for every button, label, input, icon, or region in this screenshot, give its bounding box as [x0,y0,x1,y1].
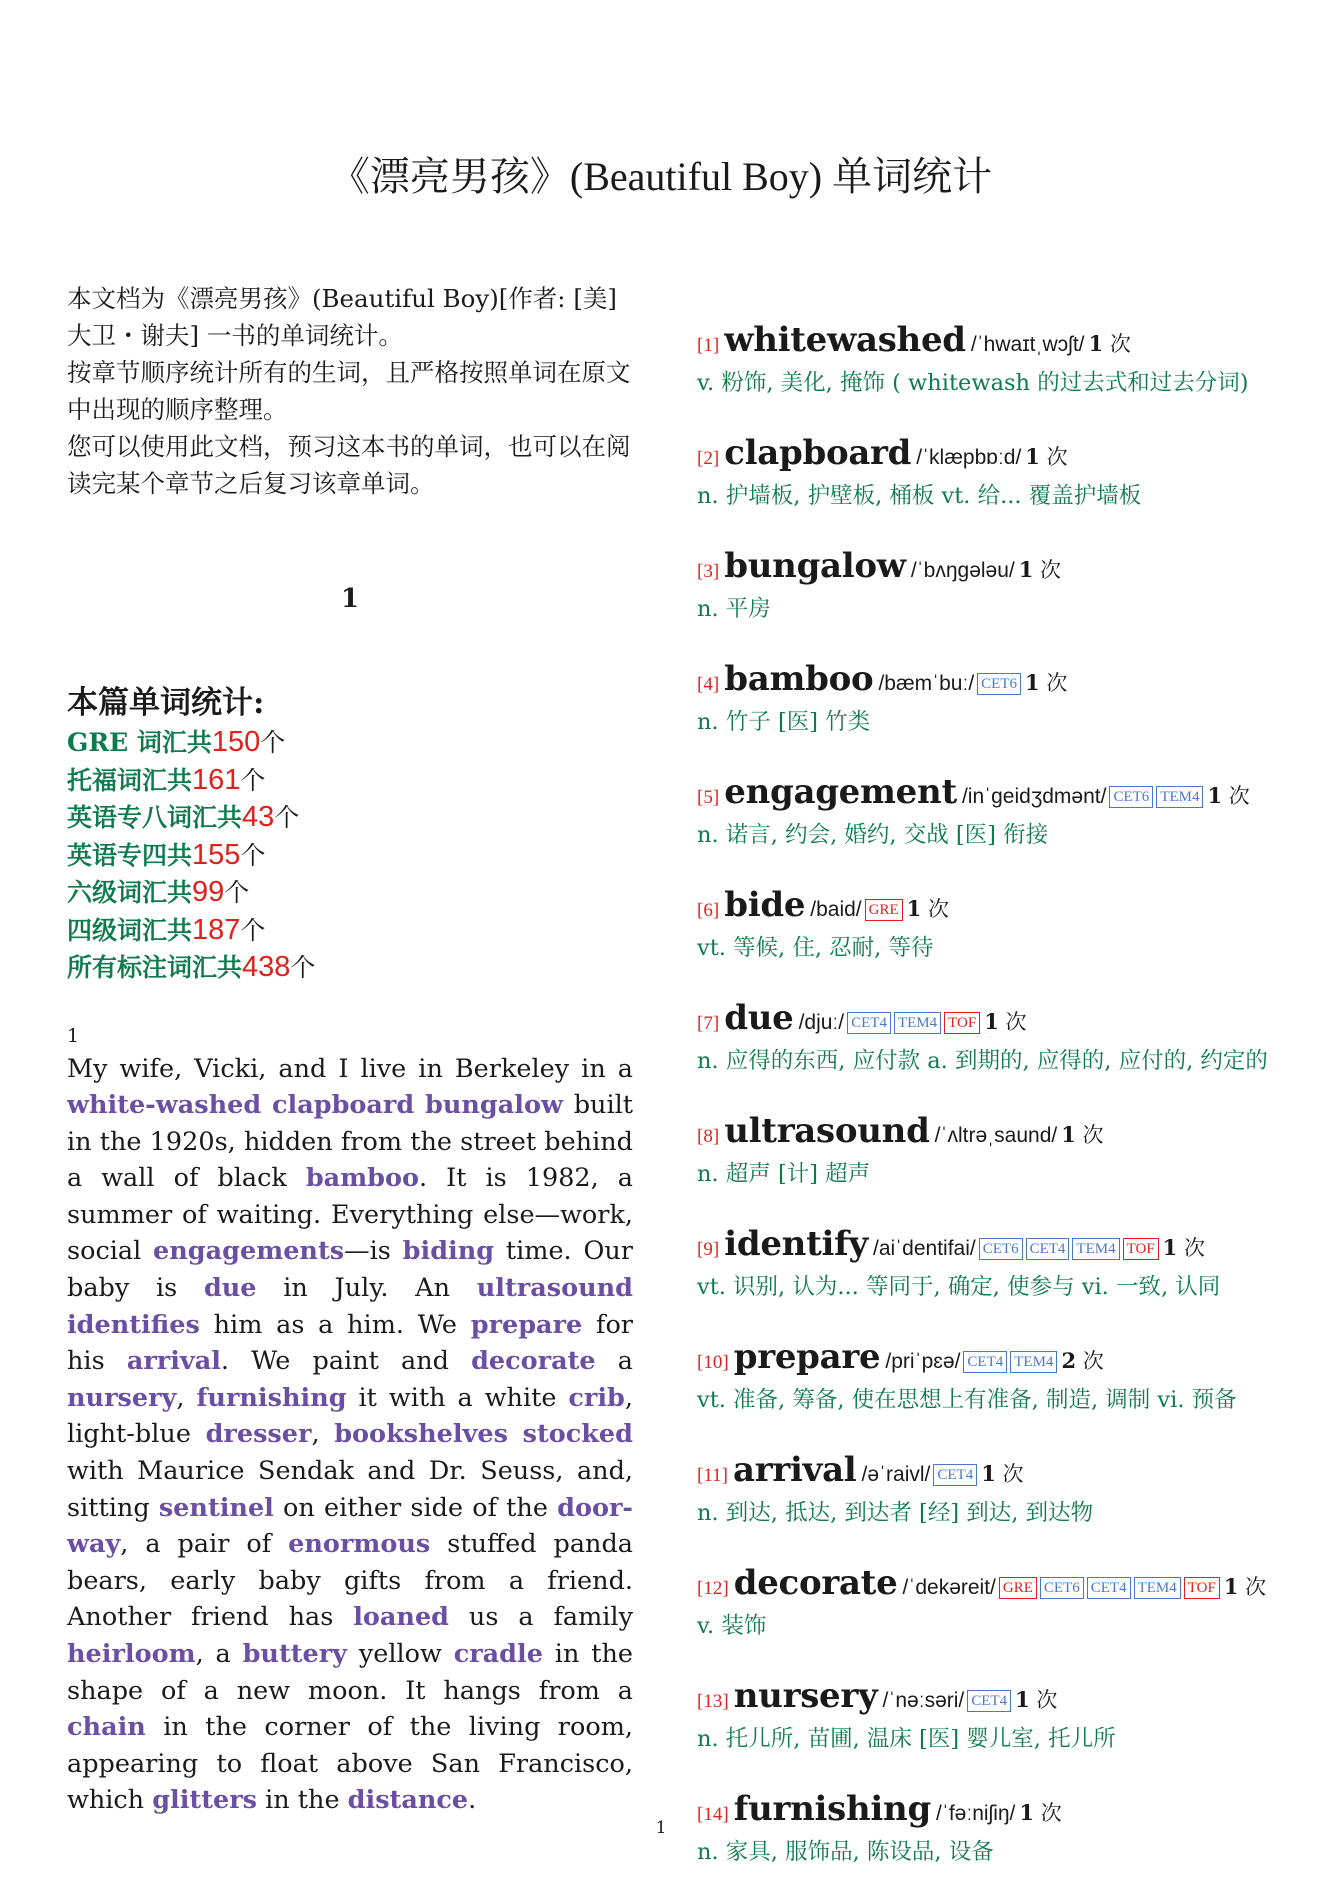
highlighted-word: heirloom [67,1639,196,1669]
stat-row [67,799,633,837]
vocab-index: [7] [697,1013,720,1034]
vocab-definition: n. 到达, 抵达, 到达者 [经] 到达, 到达物 [697,1500,1094,1526]
highlighted-word: furnishing [196,1382,347,1413]
vocab-entry [697,998,1272,1079]
vocab-word: nursery [733,1676,878,1716]
vocab-definition: vt. 准备, 筹备, 使在思想上有准备, 制造, 调制 vi. 预备 [697,1387,1237,1413]
vocab-tag: CET6 [1040,1577,1084,1599]
vocab-count-number: 1 [984,1009,999,1034]
vocab-tag: TOF [1123,1238,1159,1260]
vocab-tag: CET4 [1087,1577,1131,1599]
vocab-count-number: 1 [1207,783,1223,808]
vocab-count-number: 1 [1025,444,1040,469]
vocab-count-number: 1 [1061,1122,1076,1147]
vocab-tag: CET4 [1026,1238,1070,1260]
vocab-tag: CET4 [933,1464,977,1486]
stat-suffix: 个 [224,878,250,907]
vocab-count [981,1462,1023,1486]
vocab-index: [5] [697,787,720,808]
vocab-entry [697,772,1272,853]
vocab-count-unit: 次 [927,897,949,921]
highlighted-word: loaned [353,1602,450,1633]
page-number: 1 [655,1818,667,1838]
stat-suffix: 个 [260,728,286,757]
stat-row [67,912,633,950]
vocab-count-unit: 次 [1040,1801,1062,1825]
vocab-count-unit: 次 [1046,445,1068,469]
vocab-headline [697,1111,1272,1157]
vocab-entry [697,433,1272,514]
highlighted-word: nursery [67,1382,177,1413]
highlighted-word: sentinel [158,1492,274,1523]
stat-count: 43 [242,801,275,833]
vocab-count-unit: 次 [1082,1123,1104,1147]
highlighted-word: buttery [242,1639,347,1669]
vocab-index: [11] [697,1465,728,1486]
vocab-word: bide [724,885,806,925]
stat-suffix: 个 [240,765,266,795]
vocab-count-number: 1 [1162,1235,1178,1260]
vocab-count [907,897,949,921]
vocab-count [984,1010,1026,1034]
vocab-tag: TEM4 [1156,786,1203,808]
vocab-count-unit: 次 [1082,1349,1104,1373]
stat-count: 438 [242,951,291,983]
intro-text [67,280,633,502]
vocab-count-unit: 次 [1036,1688,1058,1712]
vocab-headline [697,320,1272,366]
vocab-word: ultrasound [724,1111,930,1151]
highlighted-word: biding [402,1236,495,1267]
vocab-count-unit: 次 [1002,1462,1024,1486]
stat-count: 155 [192,838,241,871]
vocab-definition: v. 粉饰, 美化, 掩饰 ( whitewash 的过去式和过去分词) [697,370,1249,396]
vocab-index: [13] [697,1691,729,1712]
vocab-word: bungalow [724,546,906,586]
vocab-word: decorate [733,1563,898,1603]
vocab-count-number: 1 [1015,1687,1030,1712]
chapter-heading: 1 [340,584,360,614]
stat-label: 英语专八词汇共 [67,803,243,832]
highlighted-word: bookshelves [334,1419,508,1450]
vocab-headline [697,659,1272,705]
highlighted-word: arrival [126,1346,221,1377]
vocab-count-number: 1 [1088,331,1104,356]
vocab-definition: n. 护墙板, 护壁板, 桶板 vt. 给... 覆盖护墙板 [697,483,1142,509]
vocab-index: [4] [697,674,720,695]
highlighted-word: white-washed [67,1090,262,1121]
vocab-count-number: 1 [1223,1574,1239,1599]
stats-heading: 本篇单词统计: [67,685,265,721]
stat-count: 99 [192,876,225,908]
vocab-definition: n. 竹子 [医] 竹类 [697,709,871,735]
vocab-word: bamboo [724,659,874,699]
vocab-tag: CET6 [977,673,1021,695]
highlighted-word: prepare [470,1309,583,1340]
page-title: 《漂亮男孩》(Beautiful Boy) 单词统计 [329,154,993,199]
highlighted-word: dresser [205,1419,312,1450]
vocab-tag: CET4 [847,1012,891,1034]
stat-label: 四级词汇共 [67,915,193,945]
vocab-phonetic: /ˈbʌŋgələu/ [910,559,1015,582]
vocab-phonetic: /ˈklæpbɒːd/ [916,446,1022,469]
intro-paragraph: 您可以使用此文档，预习这本书的单词，也可以在阅读完某个章节之后复习该章单词。 [67,432,631,498]
vocab-count-unit: 次 [1183,1236,1205,1260]
vocab-count-number: 1 [1025,670,1040,695]
vocab-definition: n. 应得的东西, 应付款 a. 到期的, 应得的, 应付的, 约定的 [697,1048,1268,1074]
vocab-definition: n. 超声 [计] 超声 [697,1161,871,1187]
vocab-headline [697,433,1272,479]
vocab-count-unit: 次 [1040,558,1062,582]
vocab-definition: vt. 等候, 住, 忍耐, 等待 [697,935,934,961]
vocab-tag: CET6 [1109,786,1153,808]
vocab-entry [697,1450,1272,1531]
vocab-phonetic: /baid/ [810,898,862,921]
stat-suffix: 个 [240,840,266,870]
vocab-tag: TOF [1184,1577,1220,1599]
vocab-index: [9] [697,1239,720,1260]
vocab-index: [10] [697,1352,729,1373]
vocab-headline [697,1337,1272,1383]
vocab-count-number: 2 [1061,1348,1077,1373]
vocab-word: arrival [733,1450,857,1490]
vocab-phonetic: /ˈfəːniʃiŋ/ [936,1802,1016,1825]
vocab-count-unit: 次 [1109,332,1131,356]
vocab-count-number: 1 [1018,557,1034,582]
highlighted-word: decorate [471,1346,596,1377]
highlighted-word: ultrasound [476,1273,633,1304]
passage-label: 1 [67,1024,80,1047]
stat-row [67,762,633,800]
stat-count: 161 [192,763,241,796]
vocab-definition: n. 托儿所, 苗圃, 温床 [医] 婴儿室, 托儿所 [697,1726,1116,1752]
vocab-entry [697,1337,1272,1418]
stat-suffix: 个 [240,915,266,945]
vocab-index: [14] [697,1804,729,1825]
vocab-count [1025,671,1067,695]
highlighted-word: clapboard [272,1090,415,1121]
vocab-tag: TEM4 [1072,1238,1119,1260]
vocab-headline [697,998,1272,1044]
highlighted-word: glitters [152,1785,257,1816]
stat-label: 托福词汇共 [67,765,193,795]
vocab-headline [697,1563,1272,1609]
vocab-word: clapboard [724,433,912,473]
vocab-index: [3] [697,561,720,582]
stat-row [67,874,633,912]
vocab-count [1061,1123,1103,1147]
vocab-headline [697,1676,1272,1722]
vocab-definition: vt. 识别, 认为... 等同于, 确定, 使参与 vi. 一致, 认同 [697,1274,1221,1300]
vocab-count [1015,1688,1057,1712]
vocab-entry [697,1563,1272,1644]
vocab-count-number: 1 [1019,1800,1035,1825]
vocab-headline [697,546,1272,592]
vocab-count [1025,445,1067,469]
vocab-count [1061,1349,1103,1373]
vocab-word: prepare [733,1337,881,1377]
highlighted-word: cradle [453,1639,543,1669]
vocab-tag: CET4 [963,1351,1007,1373]
vocab-headline [697,1450,1272,1496]
vocab-count-unit: 次 [1228,784,1250,808]
vocab-word: whitewashed [724,320,966,360]
vocab-word: due [724,998,794,1038]
vocab-phonetic: /ˈhwaɪtˌwɔʃt/ [970,333,1085,356]
vocab-count-number: 1 [906,896,922,921]
intro-paragraph: 本文档为《漂亮男孩》(Beautiful Boy)[作者: [美]大卫・谢夫] 一书的单词统计。 [67,284,617,350]
stat-count: 187 [192,913,241,946]
highlighted-word: stocked [522,1419,633,1450]
vocab-entry [697,320,1272,401]
stats-list [67,724,633,987]
vocab-tag: TEM4 [1134,1577,1181,1599]
stat-count: 150 [211,726,261,758]
vocab-tag: CET6 [979,1238,1023,1260]
vocab-index: [8] [697,1126,720,1147]
highlighted-word: crib [568,1382,625,1413]
stat-label: 英语专四共 [67,840,193,870]
intro-paragraph: 按章节顺序统计所有的生词，且严格按照单词在原文中出现的顺序整理。 [67,358,631,424]
vocab-entry [697,885,1272,966]
vocab-definition: n. 平房 [697,596,771,622]
stat-row [67,949,633,987]
vocab-phonetic: /ˈdekəreit/ [902,1576,996,1599]
vocab-phonetic: /ˈnəːsəri/ [882,1689,965,1712]
vocab-phonetic: /priˈpɛə/ [885,1350,961,1373]
vocab-tag: GRE [865,899,903,921]
vocab-index: [6] [697,900,720,921]
vocab-entry [697,1224,1272,1305]
vocab-count-unit: 次 [1245,1575,1267,1599]
vocab-definition: n. 家具, 服饰品, 陈设品, 设备 [697,1839,994,1865]
vocab-phonetic: /əˈraivl/ [861,1463,931,1486]
vocab-count-unit: 次 [1046,671,1068,695]
highlighted-word: bamboo [305,1163,420,1194]
vocab-index: [1] [697,335,720,356]
vocab-entry [697,1111,1272,1192]
stat-row [67,837,633,875]
vocab-tag: TEM4 [894,1012,941,1034]
vocab-tag: TEM4 [1010,1351,1057,1373]
highlighted-word: enormous [288,1529,431,1560]
vocab-count-number: 1 [981,1461,996,1486]
vocab-headline [697,1224,1272,1270]
vocab-entry [697,1676,1272,1757]
stat-suffix: 个 [274,803,300,832]
vocab-count [1224,1575,1266,1599]
vocab-phonetic: /inˈgeidʒdmənt/ [961,785,1107,808]
stat-row [67,724,633,762]
vocab-word: engagement [724,772,957,812]
stat-suffix: 个 [290,953,316,982]
vocab-entry [697,546,1272,627]
vocab-count [1163,1236,1205,1260]
highlighted-word: door-way [67,1492,633,1560]
stat-label: 所有标注词汇共 [67,953,243,982]
highlighted-word: identifies [67,1309,200,1340]
highlighted-word: due [203,1273,257,1304]
vocab-word: identify [724,1224,868,1264]
vocab-word: furnishing [733,1789,931,1829]
vocab-definition: v. 装饰 [697,1613,767,1639]
vocab-index: [12] [697,1578,729,1599]
highlighted-word: engagements [153,1236,345,1267]
vocab-tag: TOF [944,1012,980,1034]
vocab-headline [697,772,1272,818]
vocab-headline [697,885,1272,931]
highlighted-word: distance [347,1785,469,1816]
vocab-count [1089,332,1131,356]
vocab-definition: n. 诺言, 约会, 婚约, 交战 [医] 衔接 [697,822,1049,848]
vocab-list [697,320,1272,1902]
vocab-entry [697,659,1272,740]
vocab-phonetic: /djuː/ [798,1011,845,1034]
vocab-count [1019,558,1061,582]
stat-label: GRE 词汇共 [67,728,212,757]
vocab-phonetic: /aiˈdentifai/ [873,1237,976,1260]
stat-label: 六级词汇共 [67,878,193,907]
vocab-tag: CET4 [967,1690,1011,1712]
vocab-index: [2] [697,448,720,469]
vocab-phonetic: /bæmˈbuː/ [878,672,975,695]
vocab-count [1207,784,1249,808]
highlighted-word: bungalow [425,1090,563,1121]
passage-text: My wife, Vicki, and I live in Berkeley in a white-washed clapboard bungalow built in the 1920s, hidden from the street behind a wall of black bamboo. It is 1982, a summer of waiting. Everything else—work, social engagements—is biding time. Our baby is due in July. An ultrasound identifies him as a him. We prepare for his arrival. We paint and decorate a nursery, furnishing it with a white crib, light-blue dresser, bookshelves stocked with Maurice Sendak and Dr. Seuss, and, sitting sentinel on either side of the door-way, a pair of enormous stuffed panda bears, early baby gifts from a friend. Another friend has loaned us a family heirloom, a buttery yellow cradle in the shape of a new moon. It hangs from a chain in the corner of the living room, appearing to float above San Francisco, which glitters in the distance. [67,1053,634,1816]
vocab-tag: GRE [999,1577,1037,1599]
vocab-count-unit: 次 [1005,1010,1027,1034]
highlighted-word: chain [67,1712,146,1743]
left-column [67,280,633,1819]
vocab-phonetic: /ˈʌltrəˌsaund/ [934,1124,1058,1147]
